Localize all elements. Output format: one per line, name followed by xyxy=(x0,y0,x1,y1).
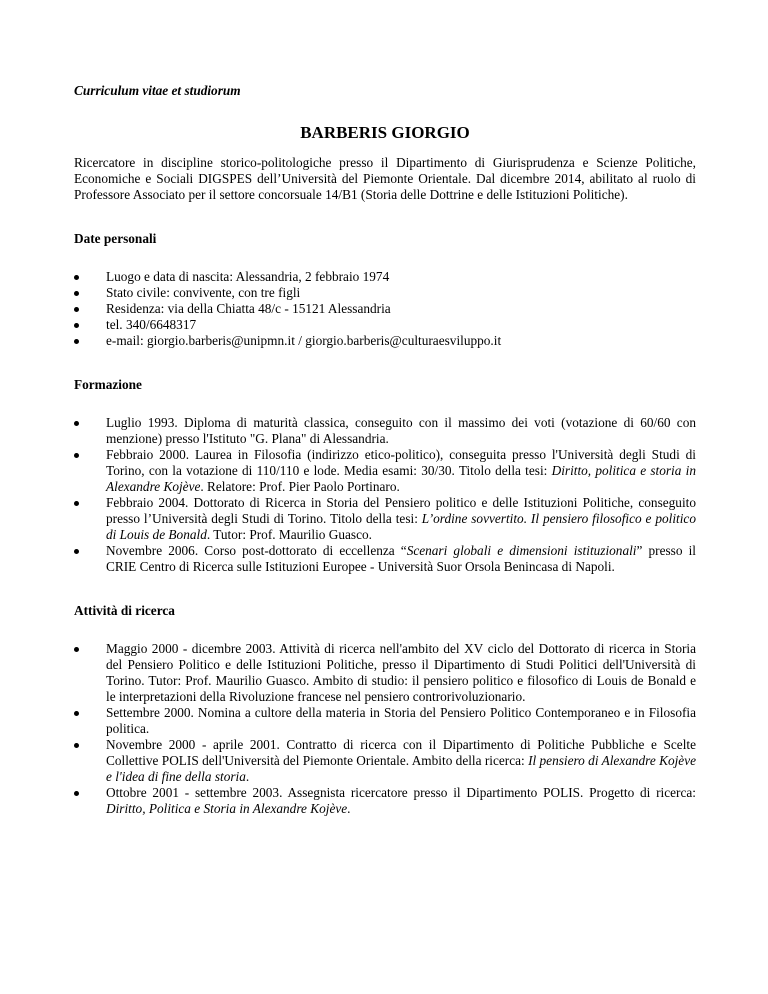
bullet-icon xyxy=(74,549,79,554)
list-item xyxy=(74,415,696,447)
document-title: Curriculum vitae et studiorum xyxy=(74,83,241,98)
list-item-text: ” presso il xyxy=(636,543,696,558)
section-heading-personal: Date personali xyxy=(74,231,157,246)
acronym: CRIE xyxy=(106,559,137,574)
section-research xyxy=(74,603,696,817)
list-item xyxy=(74,333,696,349)
list-item-text: Febbraio 2004. Dottorato di Ricerca in Storia del Pensiero politico e delle Istituzioni Politiche, conseguito presso l’Università degli Studi di Torino. Titolo della tesi: xyxy=(106,495,696,526)
list-item-text: dell'Università del Piemonte Orientale. Ambito della ricerca: xyxy=(198,753,529,768)
research-topic: Diritto, Politica e Storia in Alexandre Kojève xyxy=(106,801,348,816)
list-item xyxy=(74,317,696,333)
list-item-text: Luogo e data di nascita: Alessandria, 2 febbraio 1974 xyxy=(106,269,390,284)
section-heading-education: Formazione xyxy=(74,377,142,392)
bullet-icon xyxy=(74,421,79,426)
bullet-icon xyxy=(74,791,79,796)
list-item-text: Ottobre 2001 - settembre 2003. Assegnista ricercatore presso il Dipartimento xyxy=(106,785,544,800)
list-item-text: Novembre 2000 - aprile 2001. Contratto di ricerca con il Dipartimento di Politiche Pubbliche e Scelte Collettive xyxy=(106,737,696,768)
list-item xyxy=(74,495,696,543)
cv-document xyxy=(74,83,696,817)
bullet-icon xyxy=(74,743,79,748)
list-item xyxy=(74,785,696,817)
list-item-text: . xyxy=(347,801,351,816)
list-item-text: e-mail: giorgio.barberis@unipmn.it / giorgio.barberis@culturaesviluppo.it xyxy=(106,333,502,348)
list-item xyxy=(74,447,696,495)
bullet-icon xyxy=(74,339,79,344)
personal-list xyxy=(74,269,696,349)
bullet-icon xyxy=(74,647,79,652)
acronym: POLIS xyxy=(161,753,199,768)
list-item xyxy=(74,705,696,737)
course-title: Scenari globali e dimensioni istituzionali xyxy=(406,543,637,558)
list-item-text: Novembre 2006. Corso post-dottorato di eccellenza “ xyxy=(106,543,407,558)
list-item xyxy=(74,543,696,575)
bullet-icon xyxy=(74,307,79,312)
section-heading-research: Attività di ricerca xyxy=(74,603,175,618)
list-item-text: ciclo del Dottorato di ricerca in Storia del Pensiero Politico e delle Istituzioni Politiche, presso il Dipartimento di Studi Politici dell'Università di Torino. Tutor: Prof. Maurilio Guasco. Ambito di studio: il pensiero politico e filosofico di Louis de Bonald e le interpretazioni della Rivoluzione francese nel pensiero controrivoluzionario. xyxy=(106,641,696,704)
list-item-text: Residenza: via della Chiatta 48/c - 15121 Alessandria xyxy=(106,301,391,316)
list-item xyxy=(74,641,696,705)
thesis-title: Diritto, politica e storia in Alexandre Kojève xyxy=(106,463,696,494)
acronym: POLIS xyxy=(543,785,581,800)
bullet-icon xyxy=(74,711,79,716)
education-list xyxy=(74,415,696,575)
list-item xyxy=(74,285,696,301)
list-item xyxy=(74,269,696,285)
section-education xyxy=(74,377,696,575)
section-personal xyxy=(74,231,696,349)
thesis-title: L’ordine sovvertito. Il pensiero filosofico e politico di Louis de Bonald xyxy=(106,511,696,542)
list-item xyxy=(74,737,696,785)
list-item-text: tel. 340/6648317 xyxy=(106,317,197,332)
list-item-text: . xyxy=(245,769,250,784)
list-item-text: Centro di Ricerca sulle Istituzioni Europee - Università Suor Orsola Benincasa di Napoli. xyxy=(136,559,615,574)
research-list xyxy=(74,641,696,817)
bullet-icon xyxy=(74,275,79,280)
bullet-icon xyxy=(74,501,79,506)
intro-paragraph: Ricercatore in discipline storico-politologiche presso il Dipartimento di Giurisprudenza e Scienze Politiche, Economiche e Sociali DIGSPES dell’Università del Piemonte Orientale. Dal dicembre 2014, abilitato al ruolo di Professore Associato per il settore concorsuale 14/B1 (Storia delle Dottrine e delle Istituzioni Politiche). xyxy=(74,155,696,202)
list-item-text: Maggio 2000 - dicembre 2003. Attività di ricerca nell'ambito del xyxy=(106,641,465,656)
roman-numeral: XV xyxy=(464,641,484,656)
list-item-text: Luglio 1993. Diploma di maturità classica, conseguito con il massimo dei voti (votazione di 60/60 con menzione) presso l'Istituto "G. Plana" di Alessandria. xyxy=(106,415,696,446)
bullet-icon xyxy=(74,453,79,458)
list-item-text: . Relatore: Prof. Pier Paolo Portinaro. xyxy=(200,479,400,494)
list-item-text: Settembre 2000. Nomina a cultore della materia in Storia del Pensiero Politico Contemporaneo e in Filosofia politica. xyxy=(106,705,696,736)
research-topic: Il pensiero di Alexandre Kojève e l'idea di fine della storia xyxy=(106,753,697,784)
bullet-icon xyxy=(74,323,79,328)
list-item xyxy=(74,301,696,317)
list-item-text: . Progetto di ricerca: xyxy=(580,785,696,800)
bullet-icon xyxy=(74,291,79,296)
list-item-text: Stato civile: convivente, con tre figli xyxy=(106,285,301,300)
list-item-text: Febbraio 2000. Laurea in Filosofia (indirizzo etico-politico), conseguita presso l'Università degli Studi di Torino, con la votazione di 110/110 e lode. Media esami: 30/30. Titolo della tesi: xyxy=(106,447,696,478)
list-item-text: . Tutor: Prof. Maurilio Guasco. xyxy=(206,527,372,542)
person-name: BARBERIS GIORGIO xyxy=(300,123,470,142)
